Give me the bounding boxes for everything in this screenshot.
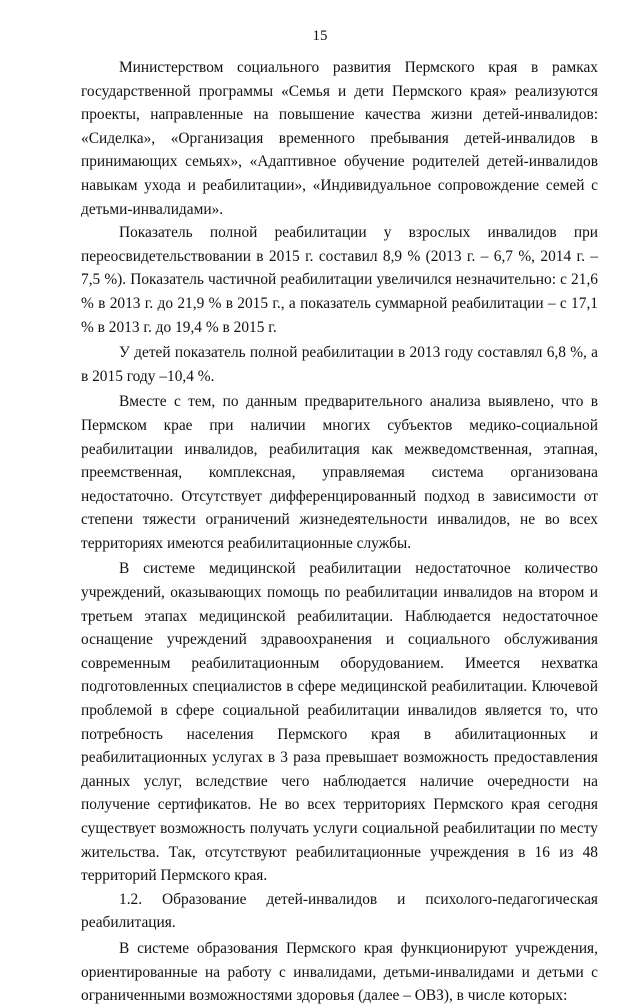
paragraph-medical-rehabilitation: В системе медицинской реабилитации недостаточное количество учреждений, оказывающих помощь по реабилитации инвалидов на втором и третьем этапах медицинской реабилитации. Наблюдается недостаточное оснащение учреждений здравоохранения и социального обслуживания современным реабилитационным оборудованием. Имеется нехватка подготовленных специалистов в сфере медицинской реабилитации. Ключевой проблемой в сфере социальной реабилитации инвалидов является то, что потребность населения Пермского края в абилитационных и реабилитационных услугах в 3 раза превышает возможность предоставления данных услуг, вследствие чего наблюдается наличие очередности на получение сертификатов. Не во всех территориях Пермского края сегодня существует возможность получать услуги социальной реабилитации по месту жительства. Так, отсутствуют реабилитационные учреждения в 16 из 48 территорий Пермского края.	[81, 560, 598, 885]
paragraph-adult-rehabilitation: Показатель полной реабилитации у взрослых инвалидов при переосвидетельствовании в 2015 г. составил 8,9 % (2013 г. – 6,7 %, 2014 г. – 7,5 %). Показатель частичной реабилитации увеличился незначительно: с 21,6 % в 2013 г. до 21,9 % в 2015 г., а показатель суммарной реабилитации – с 17,1 % в 2013 г. до 19,4 % в 2015 г.	[81, 224, 598, 336]
page-number: 15	[312, 28, 328, 44]
body-text	[81, 56, 598, 1008]
paragraph-social-programs: Министерством социального развития Пермского края в рамках государственной программы «Семья и дети Пермского края» реализуются проекты, направленные на повышение качества жизни детей-инвалидов: «Сиделка», «Организация временного пребывания детей-инвалидов в принимающих семьях», «Адаптивное обучение родителей детей-инвалидов навыкам ухода и реабилитации», «Индивидуальное сопровождение семей с детьми-инвалидами».	[81, 59, 598, 218]
section-heading-education: 1.2. Образование детей-инвалидов и психолого-педагогическая реабилитация.	[81, 890, 598, 932]
paragraph-child-rehabilitation: У детей показатель полной реабилитации в 2013 году составлял 6,8 %, а в 2015 году –10,4 %.	[81, 344, 598, 385]
paragraph-analysis: Вместе с тем, по данным предварительного анализа выявлено, что в Пермском крае при наличии многих субъектов медико-социальной реабилитации инвалидов, реабилитация как межведомственная, этапная, преемственная, комплексная, управляемая система организована недостаточно. Отсутствует дифференцированный подход в зависимости от степени тяжести ограничений жизнедеятельности инвалидов, не во всех территориях имеются реабилитационные службы.	[81, 393, 598, 552]
paragraph-education-system: В системе образования Пермского края функционируют учреждения, ориентированные на работу с инвалидами, детьми-инвалидами и детьми с ограниченными возможностями здоровья (далее – ОВЗ), в числе которых:	[81, 939, 598, 1005]
